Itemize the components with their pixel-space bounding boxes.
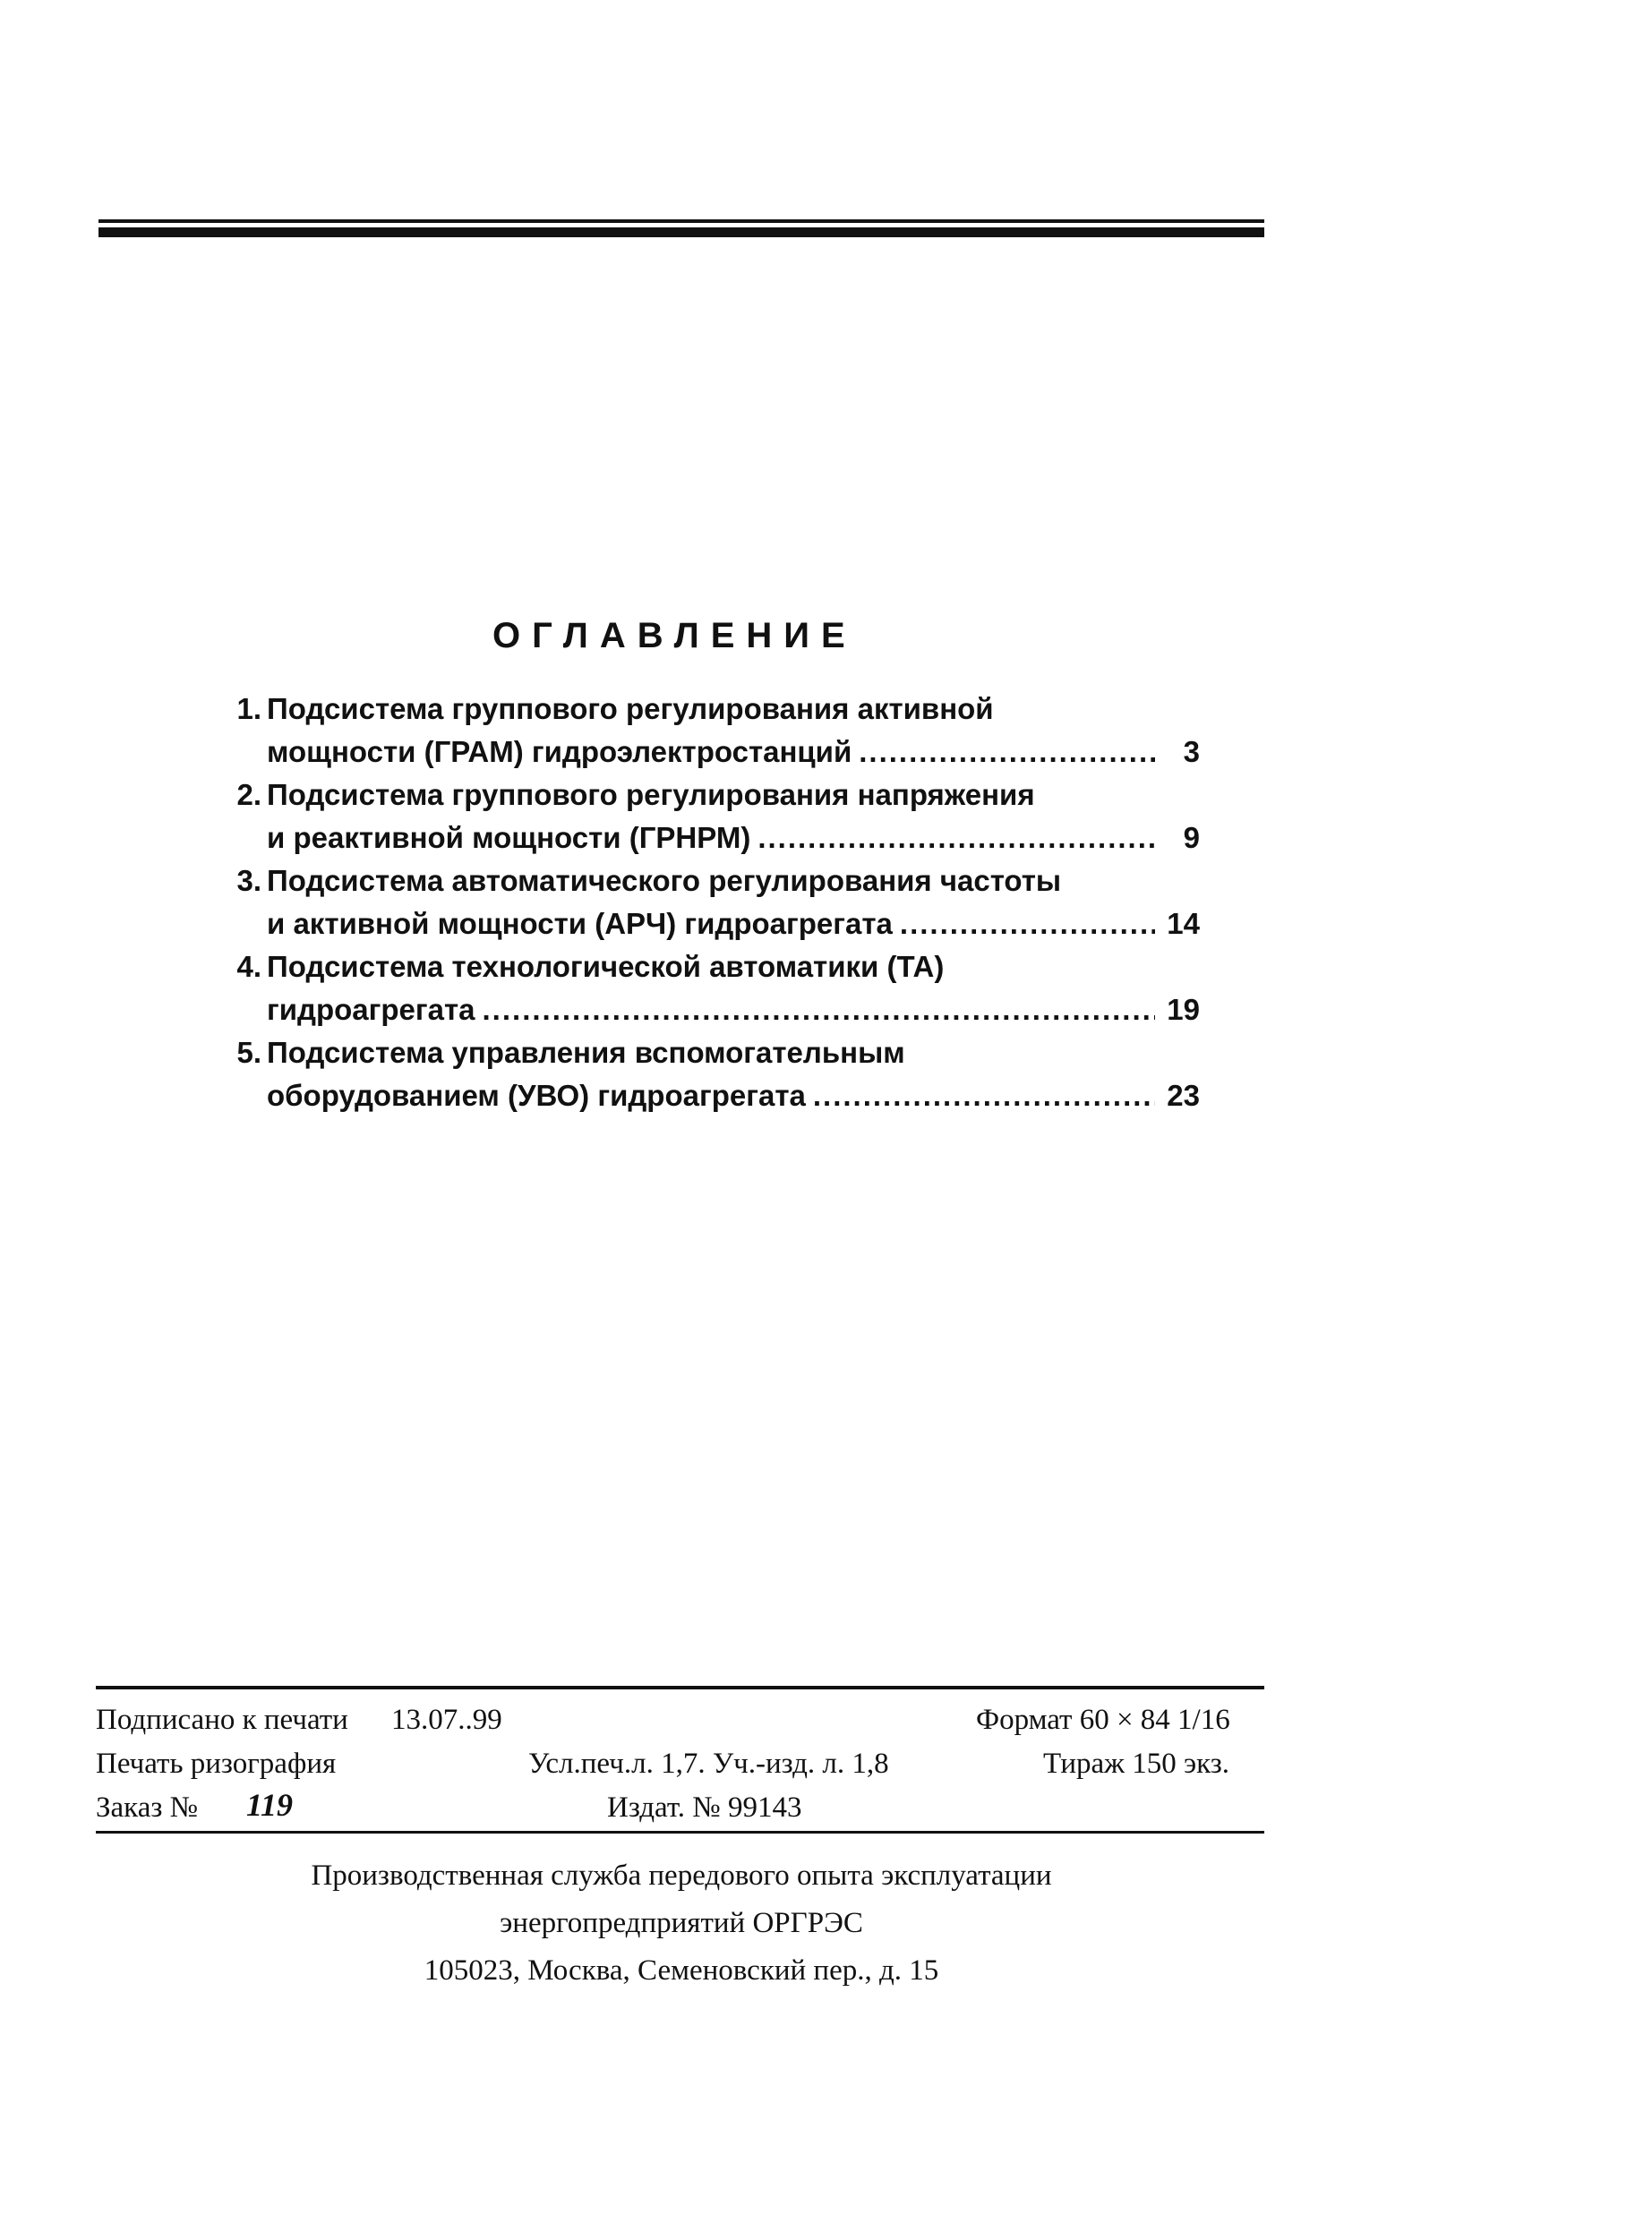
toc-entry[interactable] bbox=[224, 774, 1200, 859]
order-number-handwritten: 119 bbox=[246, 1787, 294, 1823]
toc-entry-number: 5. bbox=[236, 1036, 261, 1069]
printing-method: Печать ризография bbox=[96, 1748, 337, 1780]
toc-entry[interactable] bbox=[224, 1031, 1200, 1117]
sheet-counts: Усл.печ.л. 1,7. Уч.-изд. л. 1,8 bbox=[528, 1748, 889, 1780]
dot-leader bbox=[900, 902, 1155, 945]
publication-number: Издат. № 99143 bbox=[607, 1791, 802, 1824]
dot-leader bbox=[859, 731, 1155, 774]
imprint-rule-top bbox=[96, 1686, 1264, 1689]
toc-entry[interactable] bbox=[224, 859, 1200, 945]
toc-entry-title-line2: мощности (ГРАМ) гидроэлектростанций bbox=[267, 735, 852, 768]
toc-entry-title-line1: Подсистема управления вспомогательным bbox=[267, 1036, 905, 1069]
format-info: Формат 60 × 84 1/16 bbox=[976, 1704, 1230, 1736]
toc-entry-page: 14 bbox=[1167, 907, 1200, 940]
toc-entry-title-line2: оборудованием (УВО) гидроагрегата bbox=[267, 1079, 806, 1112]
publisher-line-1: Производственная служба передового опыта эксплуатации bbox=[311, 1860, 1052, 1892]
toc-entry-number: 1. bbox=[236, 692, 261, 725]
top-rule-thin bbox=[98, 219, 1264, 223]
toc-entry-title-line1: Подсистема технологической автоматики (ТА) bbox=[267, 950, 945, 983]
dot-leader bbox=[813, 1074, 1155, 1117]
circulation: Тираж 150 экз. bbox=[1043, 1748, 1229, 1780]
toc-heading: ОГЛАВЛЕНИЕ bbox=[492, 616, 857, 655]
imprint-rule-bottom bbox=[96, 1831, 1264, 1834]
toc-entry-title-line1: Подсистема автоматического регулирования частоты bbox=[267, 864, 1062, 897]
publisher-line-2: энергопредприятий ОРГРЭС bbox=[500, 1907, 863, 1939]
toc-entry-title-line2: гидроагрегата bbox=[267, 993, 475, 1026]
table-of-contents bbox=[224, 688, 1200, 1117]
order-label: Заказ № bbox=[96, 1791, 199, 1824]
signed-date: 13.07..99 bbox=[391, 1704, 502, 1736]
toc-entry-title-line2: и активной мощности (АРЧ) гидроагрегата bbox=[267, 907, 893, 940]
toc-entry[interactable] bbox=[224, 945, 1200, 1031]
dot-leader bbox=[758, 817, 1155, 859]
toc-entry-number: 2. bbox=[236, 778, 261, 811]
toc-entry[interactable] bbox=[224, 688, 1200, 774]
publisher-address: 105023, Москва, Семеновский пер., д. 15 bbox=[424, 1954, 939, 1987]
toc-entry-page: 19 bbox=[1167, 993, 1200, 1026]
toc-entry-number: 4. bbox=[236, 950, 261, 983]
signed-label: Подписано к печати bbox=[96, 1704, 348, 1736]
toc-entry-number: 3. bbox=[236, 864, 261, 897]
toc-entry-title-line2: и реактивной мощности (ГРНРМ) bbox=[267, 821, 751, 854]
toc-entry-page: 9 bbox=[1183, 821, 1200, 854]
toc-entry-title-line1: Подсистема группового регулирования активной bbox=[267, 692, 994, 725]
dot-leader bbox=[483, 988, 1155, 1031]
toc-entry-page: 23 bbox=[1167, 1079, 1200, 1112]
top-rule-thick bbox=[98, 227, 1264, 237]
toc-entry-page: 3 bbox=[1183, 735, 1200, 768]
toc-entry-title-line1: Подсистема группового регулирования напряжения bbox=[267, 778, 1035, 811]
